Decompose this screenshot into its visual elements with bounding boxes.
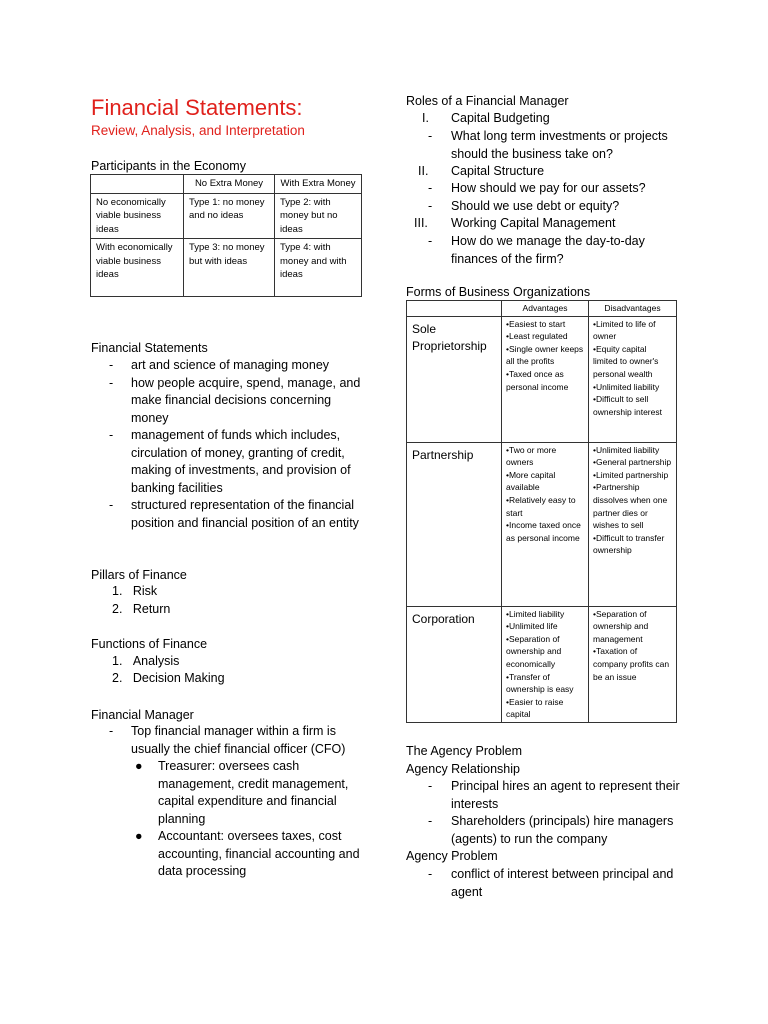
roles-section-num: II. (418, 164, 429, 178)
participants-cell: Type 3: no money but with ideas (184, 239, 275, 297)
list-item: How should we pay for our assets? (451, 181, 646, 195)
agency-problem-heading: Agency Problem (406, 849, 498, 863)
list-item: Shareholders (principals) hire managers (agents) to run the company (451, 814, 674, 846)
dash: - (428, 129, 433, 143)
list-item: What long term investments or projects should the business take on? (451, 129, 668, 161)
participants-row (91, 239, 362, 297)
dash: - (428, 199, 433, 213)
list-item: Should we use debt or equity? (451, 199, 620, 213)
dis-item: •Limited to life of owner (593, 318, 656, 342)
adv-item: •Two or more owners (506, 444, 557, 468)
list-item: ● Accountant: oversees taxes, cost accounting, financial accounting and data processing (135, 829, 360, 878)
functions-heading: Functions of Finance (91, 637, 208, 651)
list-item: - art and science of managing money (109, 358, 330, 372)
participants-row (91, 193, 362, 239)
dis-item: •Partnership dissolves when one partner dies or wishes to sell (593, 482, 668, 531)
list-item: 2. Decision Making (112, 671, 225, 685)
dis-item: •Difficult to transfer ownership (593, 532, 665, 556)
forms-advantages (502, 316, 589, 442)
list-item: 1. Risk (112, 584, 158, 598)
dash: - (428, 234, 433, 248)
adv-item: •Easier to raise capital (506, 696, 564, 720)
agency-heading: The Agency Problem (406, 744, 523, 758)
forms-col-1: Advantages (502, 301, 589, 317)
dis-item: •Unlimited liability (593, 381, 660, 392)
forms-row (407, 316, 677, 442)
financial-manager-list (91, 723, 366, 881)
forms-advantages (502, 606, 589, 722)
forms-table (406, 300, 677, 723)
adv-item: •Separation of ownership and economically (506, 633, 562, 669)
financial-manager-heading: Financial Manager (91, 708, 194, 722)
forms-col-0 (407, 301, 502, 317)
participants-header-row (91, 175, 362, 194)
roles-section-num: III. (414, 216, 428, 230)
forms-row (407, 442, 677, 606)
forms-row-name: Sole Proprietorship (407, 316, 502, 442)
adv-item: •Transfer of ownership is easy (506, 671, 574, 695)
list-item: - management of funds which includes, circulation of money, granting of credit, making of investments, and provision of banking facilities (109, 428, 351, 495)
dis-item: •Equity capital limited to owner's personal wealth (593, 343, 659, 379)
financial-statements-list (91, 357, 366, 532)
roles-section-num: I. (422, 111, 429, 125)
roles-heading: Roles of a Financial Manager (406, 94, 569, 108)
adv-item: •Limited liability (506, 608, 565, 619)
dis-item: •Limited partnership (593, 469, 669, 480)
dash: - (428, 867, 433, 881)
forms-disadvantages (589, 606, 677, 722)
pillars-heading: Pillars of Finance (91, 568, 187, 582)
agency-relationship-heading: Agency Relationship (406, 762, 520, 776)
adv-item: •Unlimited life (506, 621, 558, 632)
forms-disadvantages (589, 316, 677, 442)
participants-row-label: No economically viable business ideas (91, 193, 184, 239)
dash: - (428, 814, 433, 828)
adv-item: •Taxed once as personal income (506, 368, 569, 392)
forms-disadvantages (589, 442, 677, 606)
forms-row-name: Corporation (407, 606, 502, 722)
list-item: - Top financial manager within a firm is usually the chief financial officer (CFO) (109, 724, 346, 756)
document-title: Financial Statements: (91, 95, 303, 120)
adv-item: •Least regulated (506, 331, 568, 342)
participants-table (90, 174, 362, 297)
list-item: - how people acquire, spend, manage, and make financial decisions concerning money (109, 375, 361, 425)
dis-item: •Separation of ownership and management (593, 608, 649, 644)
participants-cell: Type 1: no money and no ideas (184, 193, 275, 239)
roles-section-title: Capital Structure (451, 164, 545, 178)
dis-item: •Unlimited liability (593, 444, 660, 455)
participants-heading: Participants in the Economy (91, 159, 246, 173)
forms-row-name: Partnership (407, 442, 502, 606)
dis-item: •General partnership (593, 457, 672, 468)
adv-item: •More capital available (506, 469, 556, 493)
forms-heading: Forms of Business Organizations (406, 285, 591, 299)
forms-col-2: Disadvantages (589, 301, 677, 317)
list-item: How do we manage the day-to-day finances of the firm? (451, 234, 645, 266)
list-item: ● Treasurer: oversees cash management, credit management, capital expenditure and financial planning (135, 759, 349, 826)
dash: - (428, 779, 433, 793)
participants-col-2: With Extra Money (275, 175, 362, 194)
forms-advantages (502, 442, 589, 606)
participants-cell: Type 4: with money and with ideas (275, 239, 362, 297)
roles-section-title: Working Capital Management (451, 216, 616, 230)
forms-header-row (407, 301, 677, 317)
list-item: Principal hires an agent to represent their interests (451, 779, 680, 811)
participants-col-1: No Extra Money (184, 175, 275, 194)
adv-item: •Easiest to start (506, 318, 566, 329)
dis-item: •Difficult to sell ownership interest (593, 394, 662, 417)
participants-row-label: With economically viable business ideas (91, 239, 184, 297)
participants-cell: Type 2: with money but no ideas (275, 193, 362, 239)
dis-item: •Taxation of company profits can be an issue (593, 646, 670, 682)
adv-item: •Income taxed once as personal income (506, 520, 581, 543)
roles-section-title: Capital Budgeting (451, 111, 550, 125)
forms-row (407, 606, 677, 722)
document-subtitle: Review, Analysis, and Interpretation (91, 123, 305, 138)
list-item: 1. Analysis (112, 654, 180, 668)
list-item: 2. Return (112, 602, 171, 616)
financial-statements-heading: Financial Statements (91, 341, 208, 355)
adv-item: •Single owner keeps all the profits (506, 343, 584, 367)
participants-col-0 (91, 175, 184, 194)
adv-item: •Relatively easy to start (506, 494, 576, 518)
dash: - (428, 181, 433, 195)
list-item: conflict of interest between principal and agent (451, 867, 674, 899)
list-item: - structured representation of the financial position and financial position of an entity (109, 498, 359, 530)
